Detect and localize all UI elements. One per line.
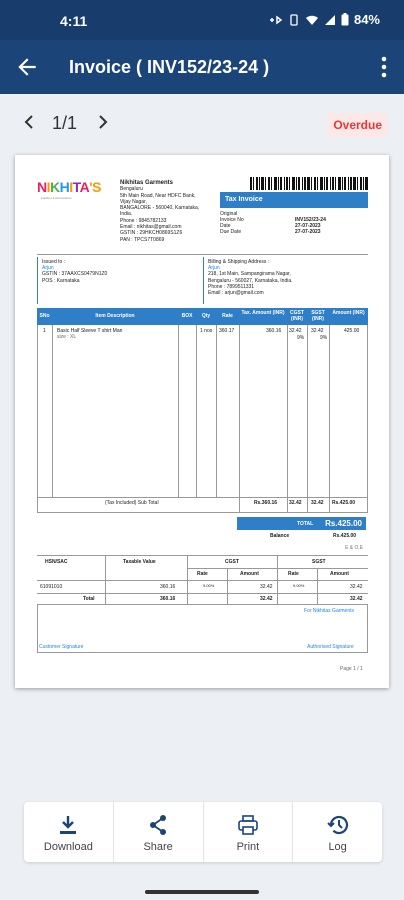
previous-page-icon[interactable]: [20, 112, 38, 132]
status-bar: [0, 0, 404, 40]
print-button[interactable]: [204, 802, 294, 862]
billing-label: Billing & Shipping Address :: [208, 259, 270, 265]
hsn-sgst-amount: 32.42: [350, 584, 363, 590]
item-tax-amount: 360.16: [266, 328, 282, 334]
more-options-icon[interactable]: [380, 56, 388, 78]
next-page-icon[interactable]: [94, 112, 112, 132]
hsn-total-label: Total: [83, 596, 95, 602]
company-line: Vijay Nagar,: [120, 198, 147, 205]
status-badge: Overdue: [327, 113, 388, 137]
col-tax-amount: Tax. Amount (INR): [241, 310, 285, 316]
hsn-col-sgst-amount: Amount: [330, 571, 349, 577]
print-icon: [237, 814, 259, 836]
app-bar: [0, 40, 404, 94]
hsn-col-taxable: Taxable Value: [123, 559, 156, 565]
page-number: Page 1 / 1: [340, 666, 363, 672]
meta-label: Date: [220, 223, 231, 229]
company-line: Bengaluru: [120, 186, 143, 193]
share-icon: [148, 814, 168, 836]
billing-email: Email : arjun@gmail.com: [208, 290, 264, 297]
total-label: TOTAL: [297, 521, 314, 527]
item-cgst: 32.42: [289, 328, 302, 334]
issued-to-label: Issued to :: [42, 259, 66, 265]
item-size: size : XL: [57, 334, 77, 340]
hsn-col-cgst: CGST: [225, 559, 239, 565]
company-line: India.: [120, 211, 133, 218]
item-qty: 1 nos: [200, 328, 213, 334]
meta-label: Due Date: [220, 229, 242, 235]
billing-line: 218, 1st Main, Sampangirama Nagar,: [208, 271, 291, 278]
for-company-label: For Nikhitas Garments: [304, 608, 355, 614]
subtotal-tax-amount: Rs.360.16: [254, 500, 278, 506]
vibrate-icon: [288, 14, 300, 26]
total-bar: [237, 517, 366, 530]
item-amount: 425.00: [344, 328, 360, 334]
item-sno: 1: [43, 328, 46, 334]
logo-tagline: Fashion & Accessories: [41, 196, 72, 200]
meta-label: Original: [220, 211, 238, 217]
eoe-note: E & O.E: [345, 545, 364, 551]
company-details: [120, 180, 230, 243]
hsn-col-cgst-amount: Amount: [240, 571, 259, 577]
back-arrow-icon[interactable]: [14, 54, 40, 80]
log-label: Log: [328, 841, 347, 853]
authorised-signature-label: Authorised Signature: [307, 644, 354, 650]
item-cgst-rate: 9%: [297, 335, 305, 341]
subtotal-sgst: 32.42: [311, 500, 324, 506]
data-saver-icon: [269, 14, 283, 26]
col-description: Item Description: [95, 313, 135, 319]
items-table-header: [37, 308, 368, 325]
hsn-col-cgst-rate: Rate: [197, 571, 208, 577]
download-label: Download: [43, 841, 93, 853]
hsn-total-sgst: 32.42: [350, 596, 363, 602]
billing-phone: Phone : 7899511331: [208, 283, 255, 290]
balance-label: Balance: [270, 533, 290, 539]
hsn-col-sgst: SGST: [312, 559, 326, 565]
item-sgst: 32.42: [311, 328, 324, 334]
hsn-taxable: 360.16: [160, 584, 176, 590]
item-rate: 360.17: [219, 328, 235, 334]
hsn-total-cgst: 32.42: [260, 596, 273, 602]
document-title: Tax Invoice: [220, 192, 368, 208]
subtotal-amount: Rs.425.00: [332, 500, 356, 506]
company-line: Email : nikhitas@gmail.com: [120, 224, 182, 231]
hsn-total-taxable: 360.16: [160, 596, 176, 602]
col-cgst: CGST (INR): [290, 310, 304, 322]
issued-to: [37, 257, 202, 304]
history-icon: [327, 814, 349, 836]
billing-name: Arjun: [208, 265, 220, 272]
company-line: 5th Main Road, Near HDFC Bank,: [120, 192, 196, 199]
company-line: GSTIN : 29HKCH0869S1Z6: [120, 230, 183, 237]
divider: [37, 254, 368, 255]
action-bar: [24, 802, 382, 862]
customer-name: Arjun: [42, 265, 54, 272]
download-button[interactable]: [24, 802, 114, 862]
status-time: 4:11: [60, 13, 88, 29]
invoice-meta: [220, 211, 368, 235]
subtotal-label: (Tax Included) Sub Total: [105, 500, 159, 506]
invoice-date: 27-07-2023: [295, 223, 321, 229]
customer-pos: POS : Karnataka: [42, 277, 80, 284]
billing-address: [203, 257, 368, 304]
company-line: Phone : 9845782133: [120, 217, 167, 224]
customer-signature-label: Customer Signature: [39, 644, 84, 650]
hsn-cgst-amount: 32.42: [260, 584, 273, 590]
total-value: Rs.425.00: [325, 519, 362, 528]
col-sno: SNo: [39, 313, 50, 319]
billing-line: Bengaluru - 560027, Karnataka, India.: [208, 277, 293, 284]
hsn-code: 61091010: [40, 584, 63, 590]
download-icon: [58, 814, 78, 836]
hsn-cgst-rate: 9.00%: [203, 583, 215, 588]
status-icons: [269, 12, 380, 27]
subtotal-cgst: 32.42: [289, 500, 302, 506]
hsn-col-code: HSN/SAC: [45, 559, 68, 565]
item-sgst-rate: 9%: [320, 335, 328, 341]
invoice-number: INV152/23-24: [295, 217, 326, 223]
share-button[interactable]: [114, 802, 204, 862]
signal-icon: [324, 14, 336, 26]
page-title: Invoice ( INV152/23-24 ): [69, 57, 270, 77]
col-sgst: SGST (INR): [311, 310, 325, 322]
battery-icon: [341, 13, 349, 26]
wifi-icon: [305, 14, 319, 26]
due-date: 27-07-2023: [295, 229, 321, 235]
barcode: [250, 177, 368, 190]
hsn-col-sgst-rate: Rate: [288, 571, 299, 577]
col-qty: Qty: [201, 313, 211, 319]
balance-value: Rs.425.00: [333, 533, 357, 539]
col-amount: Amount (INR): [332, 310, 365, 316]
company-line: BANGALORE - 560040, Karnataka,: [120, 205, 200, 212]
hsn-sgst-rate: 9.00%: [293, 583, 305, 588]
item-description: Basic Half Sleeve T shirt Man: [57, 328, 123, 334]
print-label: Print: [236, 841, 260, 853]
share-label: Share: [143, 841, 173, 853]
col-rate: Rate: [222, 313, 233, 319]
col-box: BOX: [181, 313, 193, 319]
company-logo: NIKHITA'S: [37, 179, 101, 195]
meta-label: Invoice No: [220, 217, 244, 223]
company-name: Nikhitas Garments: [120, 180, 174, 186]
page-indicator: 1/1: [52, 113, 78, 133]
invoice-preview[interactable]: [15, 155, 389, 688]
log-button[interactable]: [293, 802, 382, 862]
customer-gstin: GSTIN : 37AAXCS0479N1Z0: [42, 271, 108, 278]
company-line: PAN : TPCS7T0869: [120, 236, 165, 243]
gesture-bar: [145, 890, 259, 894]
battery-level: 84%: [353, 12, 380, 27]
